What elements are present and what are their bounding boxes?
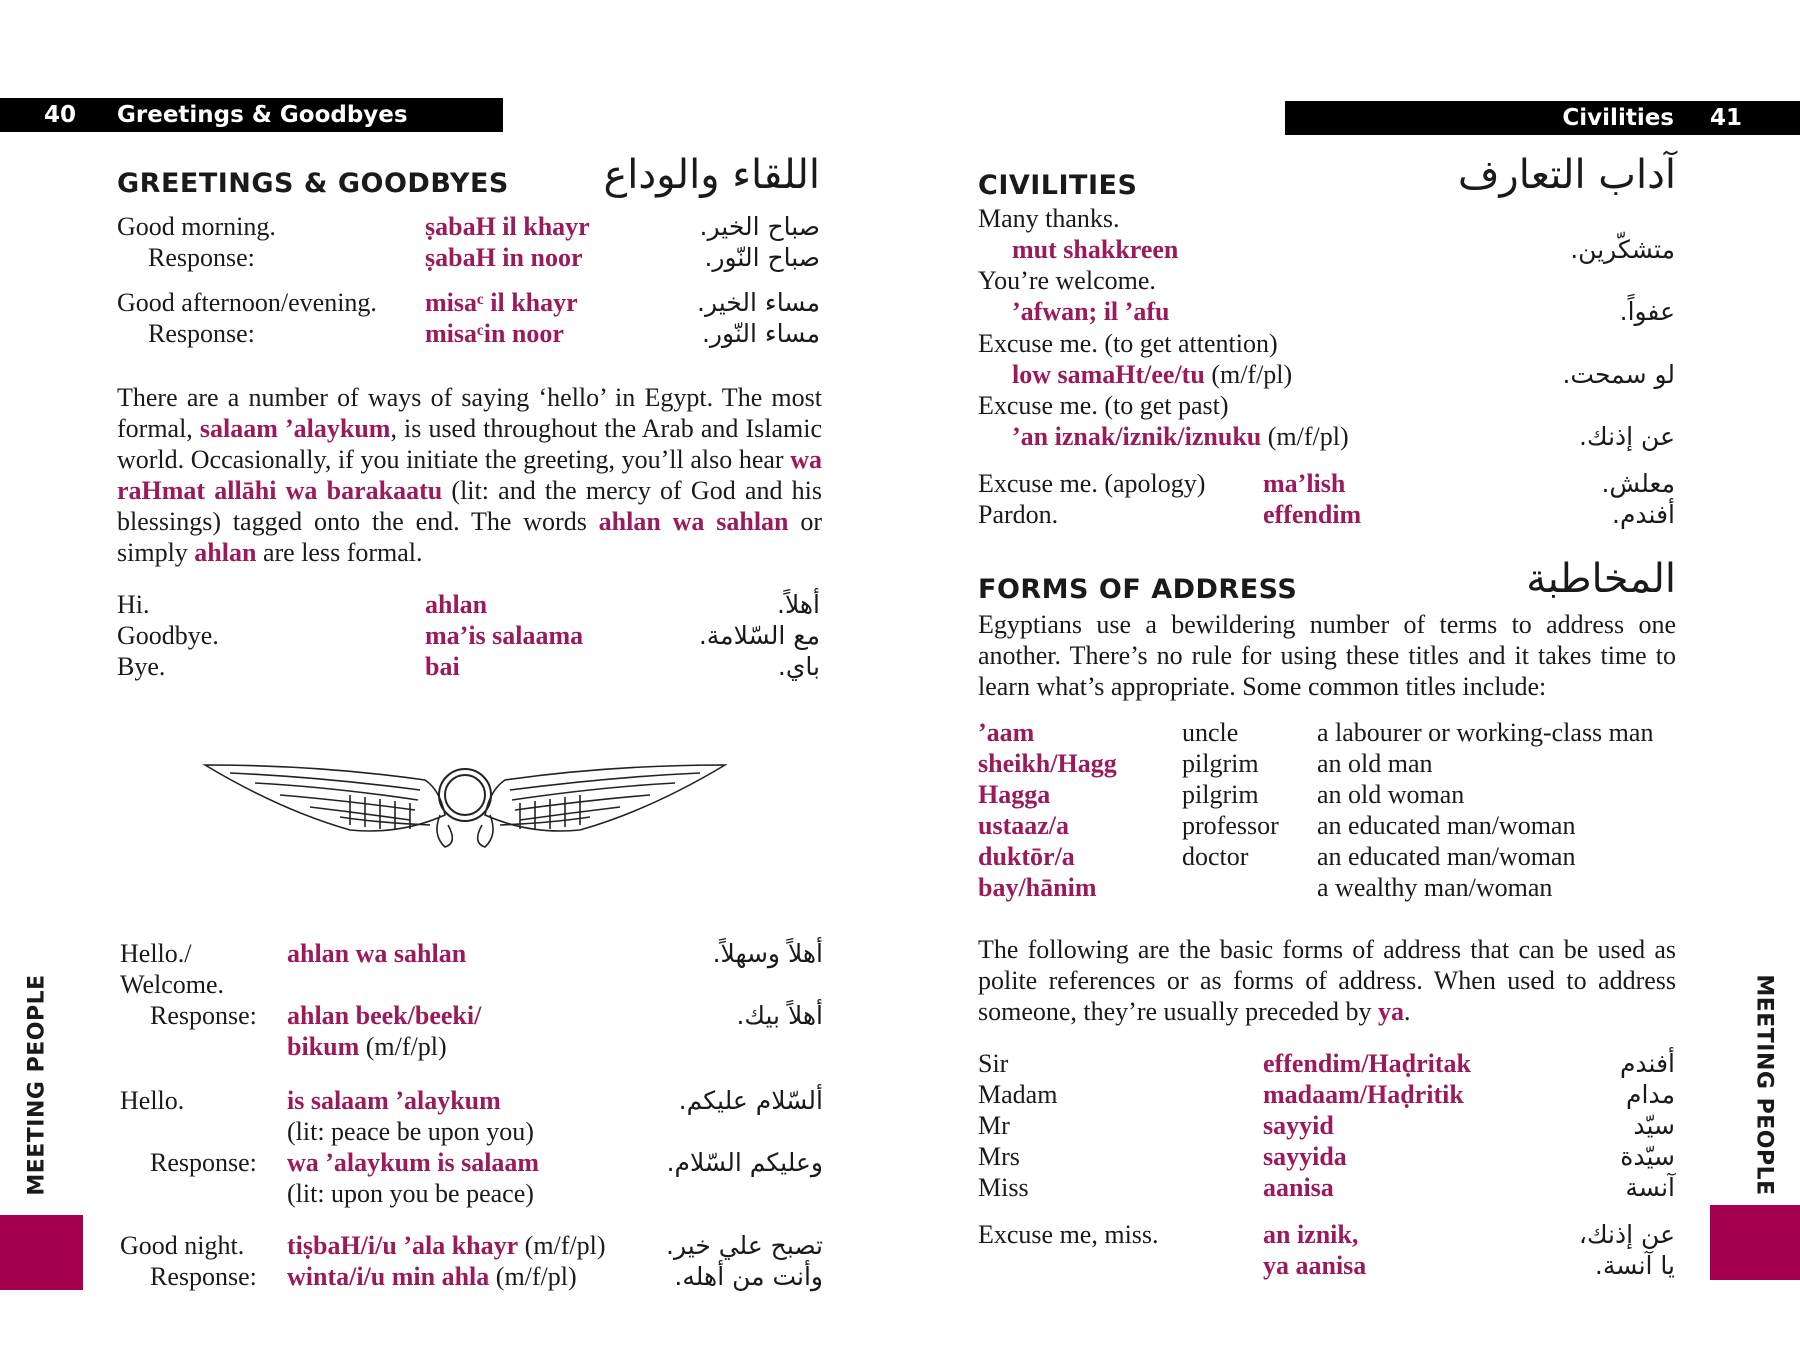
paragraph-text: There are a number of ways of saying ‘hello’ in Egypt. The most formal, <box>117 383 822 443</box>
winged-sun-illustration <box>200 755 730 855</box>
greetings-paragraph <box>117 382 822 568</box>
phrase-translit-row <box>287 1230 606 1261</box>
civility-translit: ma’lish <box>1263 469 1346 498</box>
phrase-translit: is salaam ’alaykum <box>287 1086 501 1115</box>
civility-arabic: عن إذنك. <box>1579 422 1675 451</box>
phrase-english: Good morning. <box>117 212 276 241</box>
phrase-english: Hello. <box>120 1086 185 1115</box>
address-translit: madaam/Haḍritik <box>1263 1080 1464 1109</box>
title-literal: uncle <box>1182 718 1239 747</box>
address-english: Mr <box>978 1111 1010 1140</box>
address-arabic: يا آنسة. <box>1594 1251 1675 1280</box>
title-literal: pilgrim <box>1182 780 1259 809</box>
paragraph-highlight: salaam ’alaykum <box>199 414 391 443</box>
title-meaning: an educated man/woman <box>1317 811 1576 840</box>
phrase-english: Response: <box>150 1148 257 1177</box>
paragraph-highlight: ahlan <box>194 538 257 567</box>
section-title-forms-arabic: المخاطبة <box>1526 556 1676 602</box>
address-english: Mrs <box>978 1142 1020 1171</box>
phrase-arabic: مساء النّور. <box>701 319 820 348</box>
gender-note: (m/f/pl) <box>359 1032 447 1061</box>
phrase-arabic: باي. <box>777 652 820 681</box>
section-title-civilities-arabic: آداب التعارف <box>1457 152 1676 198</box>
phrase-translit: misaᶜin noor <box>425 319 564 348</box>
address-arabic: سيّدة <box>1620 1142 1675 1171</box>
phrase-arabic: صباح الخير. <box>699 212 820 241</box>
civility-translit-row <box>1012 359 1292 390</box>
civility-english: Excuse me. (to get attention) <box>978 329 1278 358</box>
civility-translit: ’afwan; il ’afu <box>1012 297 1170 326</box>
titles-row <box>978 872 1097 903</box>
civility-english: Pardon. <box>978 500 1059 529</box>
right-running-header <box>1285 101 1800 135</box>
phrase-english: Bye. <box>117 652 166 681</box>
title-meaning: an old woman <box>1317 780 1465 809</box>
phrase-english: Response: <box>148 319 255 348</box>
title-meaning: an old man <box>1317 749 1433 778</box>
phrase-translit: ahlan beek/beeki/ <box>287 1001 482 1030</box>
paragraph-text: , is used throughout the Arab and Islamic world. Occasionally, if you initiate the greeting, you’ll also hear <box>117 414 822 474</box>
address-translit: sayyid <box>1263 1111 1334 1140</box>
right-page-number: 41 <box>1709 105 1742 131</box>
civility-translit-row <box>1012 421 1349 452</box>
phrase-translit: ṣabaH in noor <box>425 243 583 272</box>
left-page-number: 40 <box>44 102 77 128</box>
civility-english: You’re welcome. <box>978 266 1156 295</box>
paragraph-text: are less formal. <box>256 538 423 567</box>
paragraph-text: or simply <box>117 507 822 567</box>
phrase-translit-row <box>287 1261 577 1292</box>
forms-paragraph-2 <box>978 934 1676 1027</box>
address-arabic: عن إذنك، <box>1578 1220 1675 1249</box>
phrase-translit: ahlan <box>425 590 488 619</box>
paragraph-highlight: ahlan wa sahlan <box>598 507 789 536</box>
phrase-english: Hi. <box>117 590 150 619</box>
literal-translation: (lit: upon you be peace) <box>287 1179 534 1208</box>
title-term: Hagga <box>978 780 1051 809</box>
paragraph-text: (lit: and the mercy of God and his blessings) tagged onto the end. The words <box>117 476 822 536</box>
left-thumb-tab <box>0 1215 83 1290</box>
civility-translit: low samaHt/ee/tu <box>1012 360 1205 389</box>
phrase-arabic: مع السّلامة. <box>698 621 820 650</box>
right-thumb-tab <box>1710 1205 1800 1280</box>
civility-arabic: أفندم. <box>1612 500 1675 529</box>
civility-arabic: لو سمحت. <box>1562 360 1675 389</box>
titles-row <box>978 717 1034 748</box>
titles-row <box>978 748 1117 779</box>
left-running-header <box>0 98 503 132</box>
civility-translit: ’an iznak/iznik/iznuku <box>1012 422 1262 451</box>
address-english: Madam <box>978 1080 1058 1109</box>
civility-english: Excuse me. (to get past) <box>978 391 1229 420</box>
phrase-english: Response: <box>150 1262 257 1291</box>
section-title-greetings: GREETINGS & GOODBYES <box>117 168 509 199</box>
gender-note: (m/f/pl) <box>1204 360 1293 389</box>
phrase-arabic: أهلاً. <box>777 590 820 619</box>
address-arabic: سيّد <box>1633 1111 1675 1140</box>
titles-row <box>978 779 1050 810</box>
phrase-arabic: مساء الخير. <box>697 288 820 317</box>
phrase-english: Response: <box>150 1001 257 1030</box>
address-translit: an iznik, <box>1263 1220 1359 1249</box>
address-arabic: مدام <box>1626 1080 1675 1109</box>
address-arabic: أفندم <box>1619 1049 1675 1078</box>
phrase-translit: tiṣbaH/i/u ’ala khayr <box>287 1231 519 1260</box>
phrase-english: Hello./ <box>120 939 192 968</box>
civility-arabic: عفواً. <box>1619 297 1675 326</box>
title-meaning: a labourer or working-class man <box>1317 718 1654 747</box>
address-translit: sayyida <box>1263 1142 1347 1171</box>
title-term: ustaaz/a <box>978 811 1069 840</box>
phrase-arabic: أهلاً وسهلاً. <box>712 939 823 968</box>
phrase-arabic: تصبح علي خير. <box>666 1231 823 1260</box>
phrase-arabic: أهلاً بيك. <box>736 1001 823 1030</box>
section-title-greetings-arabic: اللقاء والوداع <box>603 152 820 198</box>
right-running-head: Civilities <box>1562 105 1674 131</box>
civility-arabic: معلش. <box>1601 469 1675 498</box>
address-english: Sir <box>978 1049 1009 1078</box>
phrase-arabic: وأنت من أهله. <box>674 1262 823 1291</box>
paragraph-highlight: ya <box>1377 997 1404 1026</box>
phrase-translit-line2 <box>287 1031 447 1062</box>
civility-english: Many thanks. <box>978 204 1120 233</box>
phrase-translit: ṣabaH il khayr <box>425 212 590 241</box>
phrase-translit: bikum <box>287 1032 360 1061</box>
civility-english: Excuse me. (apology) <box>978 469 1206 498</box>
phrase-translit: ahlan wa sahlan <box>287 939 467 968</box>
paragraph-text: The following are the basic forms of address that can be used as polite references or as forms of address. When used to address someone, they’re usually preceded by <box>978 935 1676 1026</box>
phrase-arabic: ألسّلام عليكم. <box>678 1086 823 1115</box>
phrase-english: Welcome. <box>120 970 225 999</box>
phrase-english: Good night. <box>120 1231 245 1260</box>
left-running-head: Greetings & Goodbyes <box>117 102 408 128</box>
civility-arabic: متشكّرين. <box>1570 235 1675 264</box>
phrase-translit: winta/i/u min ahla <box>287 1262 490 1291</box>
phrase-english: Response: <box>148 243 255 272</box>
civility-translit: effendim <box>1263 500 1362 529</box>
title-meaning: an educated man/woman <box>1317 842 1576 871</box>
titles-row <box>978 841 1075 872</box>
paragraph-highlight: wa raHmat allāhi wa barakaatu <box>117 445 822 505</box>
title-term: duktōr/a <box>978 842 1075 871</box>
gender-note: (m/f/pl) <box>518 1231 606 1260</box>
address-translit: aanisa <box>1263 1173 1334 1202</box>
paragraph-text: . <box>1403 997 1411 1026</box>
title-literal: pilgrim <box>1182 749 1259 778</box>
right-side-tab-label: MEETING PEOPLE <box>1751 974 1777 1196</box>
gender-note: (m/f/pl) <box>1261 422 1349 451</box>
literal-translation: (lit: peace be upon you) <box>287 1117 534 1146</box>
title-meaning: a wealthy man/woman <box>1317 873 1553 902</box>
title-term: ’aam <box>978 718 1035 747</box>
phrase-translit: bai <box>425 652 460 681</box>
title-literal: doctor <box>1182 842 1249 871</box>
phrase-english: Goodbye. <box>117 621 219 650</box>
title-term: bay/hānim <box>978 873 1097 902</box>
phrase-english: Good afternoon/evening. <box>117 288 377 317</box>
phrase-translit: ma’is salaama <box>425 621 584 650</box>
forms-intro-paragraph: Egyptians use a bewildering number of terms to address one another. There’s no rule for using these titles and it takes time to learn what’s appropriate. Some common titles include: <box>978 610 1676 701</box>
section-title-forms-of-address: FORMS OF ADDRESS <box>978 574 1298 605</box>
titles-row <box>978 810 1069 841</box>
civility-translit: mut shakkreen <box>1012 235 1179 264</box>
section-title-civilities: CIVILITIES <box>978 170 1138 201</box>
address-translit: ya aanisa <box>1263 1251 1367 1280</box>
left-side-tab-label: MEETING PEOPLE <box>24 974 50 1196</box>
phrase-translit: misaᶜ il khayr <box>425 288 578 317</box>
phrase-translit: wa ’alaykum is salaam <box>287 1148 540 1177</box>
address-arabic: آنسة <box>1625 1173 1675 1202</box>
gender-note: (m/f/pl) <box>489 1262 577 1291</box>
address-english: Miss <box>978 1173 1029 1202</box>
address-translit: effendim/Haḍritak <box>1263 1049 1471 1078</box>
address-english: Excuse me, miss. <box>978 1220 1159 1249</box>
phrase-arabic: وعليكم السّلام. <box>666 1148 823 1177</box>
title-term: sheikh/Hagg <box>978 749 1117 778</box>
phrase-arabic: صباح النّور. <box>704 243 820 272</box>
title-literal: professor <box>1182 811 1279 840</box>
